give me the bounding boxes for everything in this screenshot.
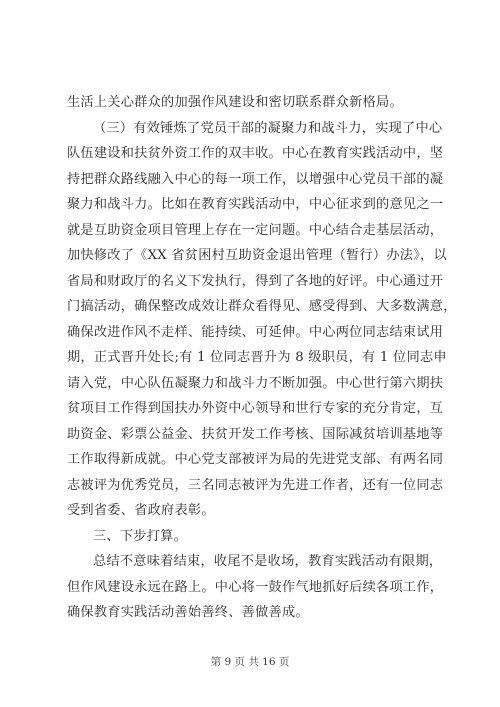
text-line: 请入党，中心队伍凝聚力和战斗力不断加强。中心世行第六期扶 bbox=[67, 375, 444, 391]
text-line: 确保改进作风不走样、能持续、可延伸。中心两位同志结束试用 bbox=[67, 324, 444, 340]
text-line: 期，正式晋升处长;有 1 位同志晋升为 8 级职员，有 1 位同志申 bbox=[67, 350, 447, 365]
text-line: 就是互助资金项目管理上存在一定问题。中心结合走基层活动， bbox=[67, 222, 444, 238]
body-text bbox=[67, 90, 457, 626]
text-line: 确保教育实践活动善始善终、善做善成。 bbox=[67, 605, 309, 620]
section-heading: 三、下步打算。 bbox=[93, 528, 188, 544]
text-line: 生活上关心群众的加强作风建设和密切联系群众新格局。 bbox=[67, 95, 403, 110]
text-line: 志被评为优秀党员，三名同志被评为先进工作者，还有一位同志 bbox=[67, 477, 444, 493]
text-line: 助资金、彩票公益金、扶贫开发工作考核、国际减贫培训基地等 bbox=[67, 426, 444, 442]
text-line: 受到省委、省政府表彰。 bbox=[67, 503, 215, 518]
text-line: 聚力和战斗力。比如在教育实践活动中，中心征求到的意见之一 bbox=[67, 197, 444, 212]
text-line: 加快修改了《XX 省贫困村互助资金退出管理（暂行）办法》，以 bbox=[67, 248, 447, 263]
text-line: 门搞活动，确保整改成效让群众看得见、感受得到、大多数满意， bbox=[67, 299, 457, 314]
page-number-footer: 第 9 页 共 16 页 bbox=[210, 656, 290, 668]
text-line: 工作取得新成就。中心党支部被评为局的先进党支部、有两名同 bbox=[67, 452, 444, 467]
text-line: 但作风建设永远在路上。中心将一鼓作气地抓好后续各项工作， bbox=[67, 579, 444, 595]
text-line: 队伍建设和扶贫外资工作的双丰收。中心在教育实践活动中，坚 bbox=[67, 146, 444, 161]
text-line: 省局和财政厅的名义下发执行，得到了各地的好评。中心通过开 bbox=[67, 273, 444, 289]
text-line: 总结不意味着结束，收尾不是收场，教育实践活动有限期， bbox=[93, 554, 443, 569]
text-line: （三）有效锤炼了党员干部的凝聚力和战斗力，实现了中心 bbox=[93, 120, 443, 136]
text-line: 贫项目工作得到国扶办外资中心领导和世行专家的充分肯定，互 bbox=[67, 401, 444, 416]
text-line: 持把群众路线融入中心的每一项工作，以增强中心党员干部的凝 bbox=[67, 171, 444, 187]
